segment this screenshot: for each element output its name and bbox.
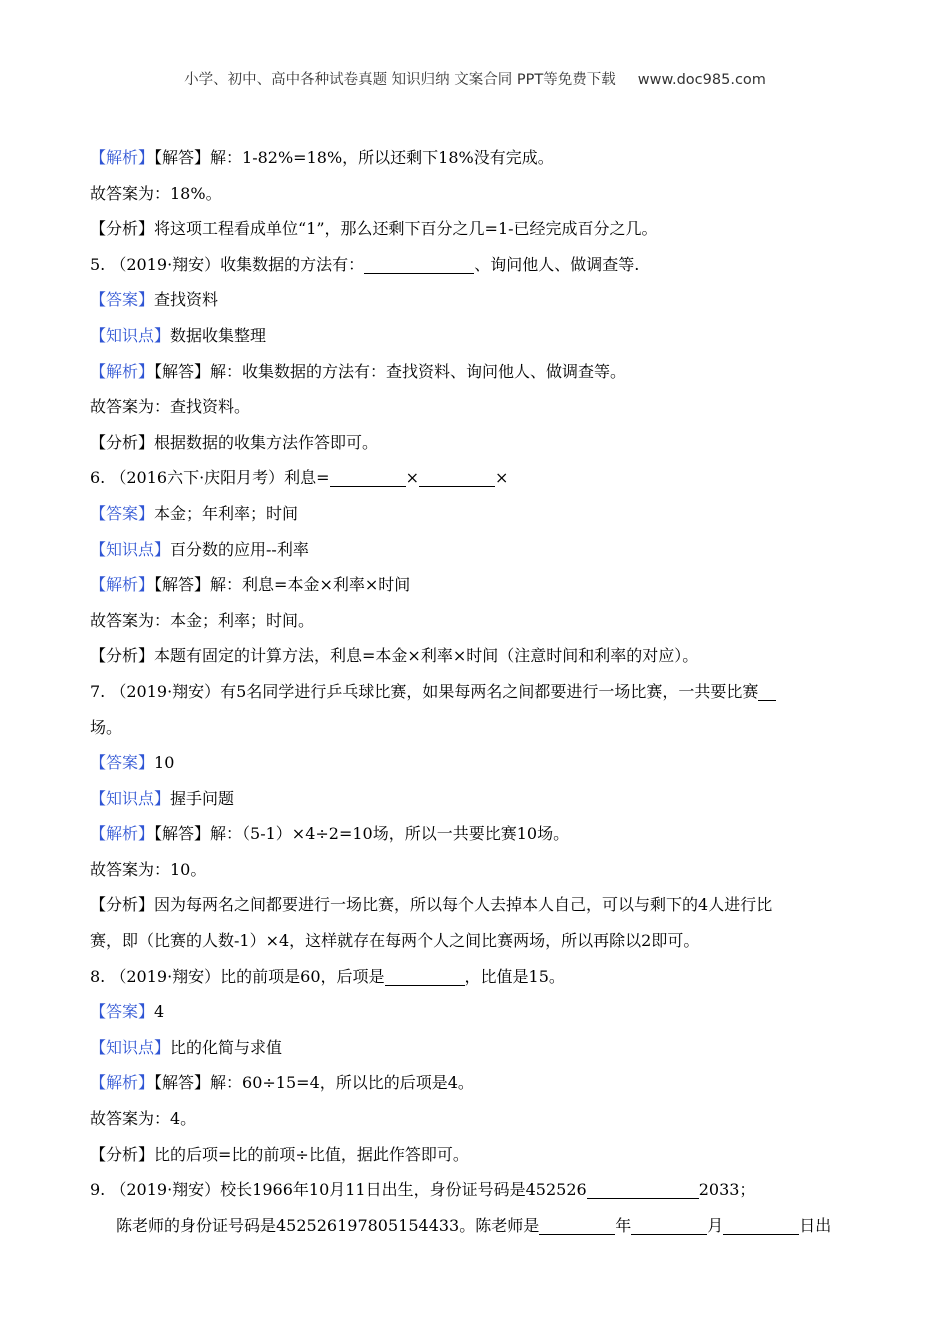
answer-blank[interactable] — [419, 467, 495, 487]
q6-jiexi: 【解析】【解答】解：利息=本金×利率×时间 — [90, 575, 411, 595]
q5-fenxi: 【分析】根据数据的收集方法作答即可。 — [90, 432, 379, 452]
q6-stem: 6. （2016六下·庆阳月考）利息= × × — [90, 468, 509, 488]
q4-jiexi: 【解析】【解答】解：1-82%=18%，所以还剩下18%没有完成。 — [90, 148, 554, 167]
q8-jiexi: 【解析】【解答】解：60÷15=4，所以比的后项是4。 — [90, 1073, 474, 1093]
q5-knowledge: 【知识点】数据收集整理 — [90, 325, 267, 345]
answer-blank[interactable] — [758, 681, 776, 701]
q9-stem: 9. （2019·翔安）校长1966年10月11日出生，身份证号码是452526 2033； — [90, 1180, 756, 1200]
q6-fenxi: 【分析】本题有固定的计算方法，利息=本金×利率×时间（注意时间和利率的对应）。 — [90, 646, 699, 666]
answer-blank[interactable] — [364, 254, 474, 274]
answer-blank[interactable] — [723, 1215, 799, 1235]
header-site-link[interactable]: www.doc985.com — [637, 72, 766, 88]
q7-answer: 【答案】10 — [90, 753, 175, 773]
q7-jiexi: 【解析】【解答】解：（5-1）×4÷2=10场，所以一共要比赛10场。 — [90, 824, 570, 844]
q8-fenxi: 【分析】比的后项=比的前项÷比值，据此作答即可。 — [90, 1144, 469, 1164]
header-text: 小学、初中、高中各种试卷真题 知识归纳 文案合同 PPT等免费下载 — [184, 72, 616, 88]
q7-fenxi: 【分析】因为每两名之间都要进行一场比赛，所以每个人去掉本人自己，可以与剩下的4人进行比 — [90, 895, 773, 915]
answer-blank[interactable] — [330, 467, 406, 487]
q6-knowledge: 【知识点】百分数的应用--利率 — [90, 539, 309, 559]
page-header — [0, 68, 950, 89]
q8-final: 故答案为：4。 — [90, 1109, 197, 1129]
q4-final: 故答案为：18%。 — [90, 183, 222, 203]
q7-final: 故答案为：10。 — [90, 859, 207, 879]
answer-blank[interactable] — [631, 1215, 707, 1235]
q8-answer: 【答案】4 — [90, 1002, 165, 1022]
q8-stem: 8. （2019·翔安）比的前项是60，后项是 ，比值是15。 — [90, 966, 565, 986]
answer-blank[interactable] — [587, 1179, 699, 1199]
q7-stem: 7. （2019·翔安）有5名同学进行乒乓球比赛，如果每两名之间都要进行一场比赛，一共要比赛 — [90, 674, 860, 710]
tag-analysis: 【解析】 — [90, 148, 155, 167]
q9-stem-cont: 陈老师的身份证号码是452526197805154433。陈老师是 年 月 日出 — [116, 1215, 832, 1235]
q6-answer: 【答案】本金；年利率；时间 — [90, 503, 299, 523]
q7-knowledge: 【知识点】握手问题 — [90, 788, 235, 808]
q6-final: 故答案为：本金；利率；时间。 — [90, 610, 315, 630]
q5-jiexi: 【解析】【解答】解：收集数据的方法有：查找资料、询问他人、做调查等。 — [90, 361, 627, 381]
q5-final: 故答案为：查找资料。 — [90, 397, 251, 417]
q4-fenxi: 【分析】将这项工程看成单位“1”，那么还剩下百分之几=1-已经完成百分之几。 — [90, 219, 658, 239]
answer-blank[interactable] — [385, 966, 465, 986]
document-body — [90, 140, 860, 1243]
q8-knowledge: 【知识点】比的化简与求值 — [90, 1037, 283, 1057]
q7-fenxi-cont: 赛，即（比赛的人数-1）×4，这样就存在每两个人之间比赛两场，所以再除以2即可。 — [90, 931, 700, 951]
q5-stem: 5. （2019·翔安）收集数据的方法有： 、询问他人、做调查等. — [90, 254, 640, 274]
q5-answer: 【答案】查找资料 — [90, 290, 219, 310]
answer-blank[interactable] — [539, 1215, 615, 1235]
q7-stem-cont: 场。 — [90, 717, 123, 737]
